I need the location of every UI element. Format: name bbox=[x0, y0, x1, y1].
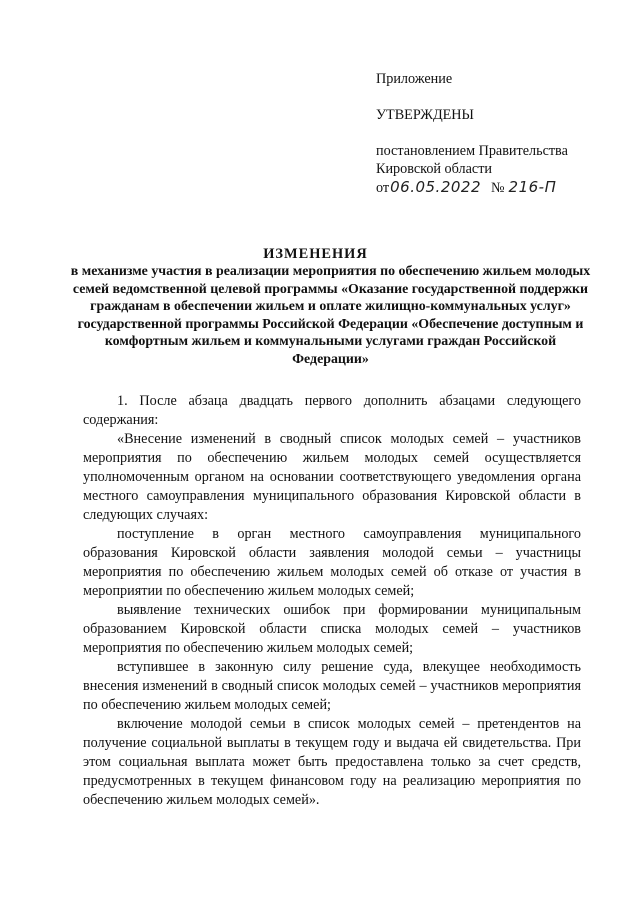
handwritten-number: 216-П bbox=[508, 178, 557, 196]
paragraph-3: поступление в орган местного самоуправления муниципального образования Кировской области заявления молодой семьи – участницы мероприятия по обеспечению жильем молодых семей об отказе от участия в мероприятии по обеспечению жильем молодых семей; bbox=[83, 526, 581, 599]
paragraph-5: вступившее в законную силу решение суда, влекущее необходимость внесения изменений в сводный список молодых семей – участников мероприятия по обеспечению жильем молодых семей; bbox=[83, 659, 581, 713]
attachment-label: Приложение bbox=[376, 71, 453, 87]
paragraph-2: «Внесение изменений в сводный список молодых семей – участников мероприятия по обеспечению жильем молодых семей осуществляется уполномоченным органом на основании соответствующего уведомления органа местного самоуправления муниципального образования Кировской области в следующих случаях: bbox=[83, 431, 581, 523]
handwritten-date: 06.05.2022 bbox=[390, 178, 481, 196]
number-sign: № bbox=[491, 180, 505, 196]
document-subtitle: в механизме участия в реализации мероприятия по обеспечению жильем молодых семей ведомственной целевой программы «Оказание государственной поддержки гражданам в обеспечении жильем и оплате жилищно-коммунальных услуг» государственной программы Российской Федерации «Обеспечение доступным и комфортным жильем и коммунальными услугами граждан Российской Федерации» bbox=[70, 264, 591, 367]
approved-label: УТВЕРЖДЕНЫ bbox=[376, 107, 474, 123]
paragraph-4: выявление технических ошибок при формировании муниципальным образованием Кировской области списка молодых семей – участников мероприятия по обеспечению жильем молодых семей; bbox=[83, 602, 581, 656]
resolution-date-line bbox=[376, 178, 606, 197]
date-prefix: от bbox=[376, 180, 390, 196]
attachment-block bbox=[376, 70, 606, 197]
title-text: ИЗМЕНЕНИЯ bbox=[263, 246, 368, 262]
resolution-line-2: Кировской области bbox=[376, 161, 492, 177]
paragraph-6: включение молодой семьи в список молодых семей – претендентов на получение социальной выплаты в текущем году и выдача ей свидетельства. При этом социальная выплата может быть предоставлена только за счет средств, предусмотренных в текущем финансовом году на реализацию мероприятия по обеспечению жильем молодых семей». bbox=[83, 716, 581, 808]
document-title bbox=[0, 246, 631, 263]
document-body bbox=[83, 392, 581, 810]
resolution-line-1: постановлением Правительства bbox=[376, 143, 568, 159]
paragraph-1: 1. После абзаца двадцать первого дополнить абзацами следующего содержания: bbox=[83, 393, 581, 428]
